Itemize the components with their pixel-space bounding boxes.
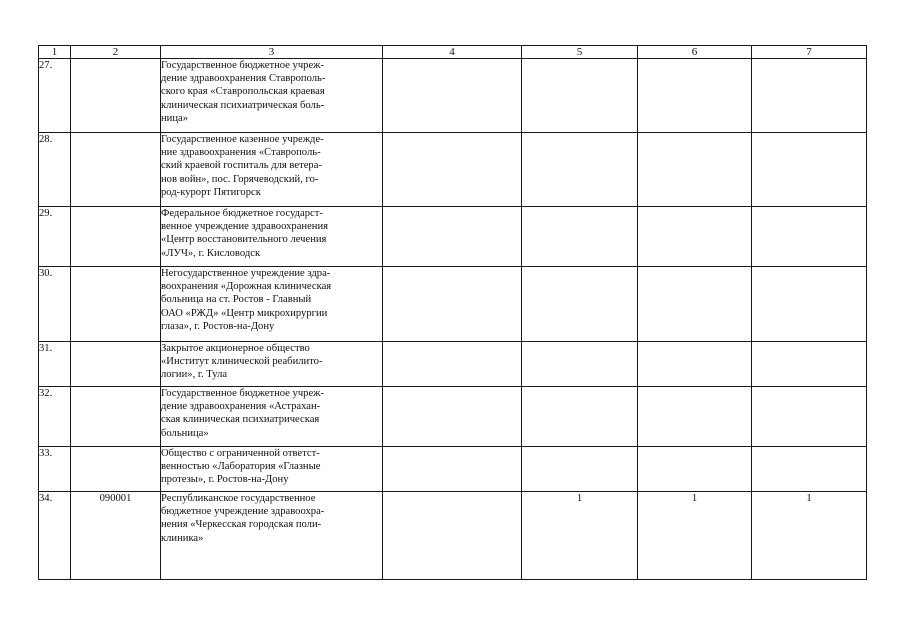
organization-name: Федеральное бюджетное государст- венное учреждение здравоохранения «Центр восстановительного лечения «ЛУЧ», г. Кисловодск bbox=[161, 208, 329, 259]
organization-name: Закрытое акционерное общество «Институт клинической реабилито- логии», г. Тула bbox=[161, 343, 323, 381]
header-cell-4: 4 bbox=[383, 46, 522, 59]
col6-value bbox=[638, 267, 752, 342]
organization-name-cell bbox=[161, 59, 383, 133]
col4-value bbox=[383, 59, 522, 133]
organization-name-cell bbox=[161, 342, 383, 387]
organization-name-cell bbox=[161, 207, 383, 267]
col5-value bbox=[522, 59, 638, 133]
col7-value bbox=[752, 387, 867, 447]
col7-value bbox=[752, 207, 867, 267]
row-number: 34. bbox=[39, 492, 71, 580]
col4-value bbox=[383, 342, 522, 387]
col5-value bbox=[522, 342, 638, 387]
table-row bbox=[39, 133, 867, 207]
header-cell-3: 3 bbox=[161, 46, 383, 59]
table-row bbox=[39, 267, 867, 342]
organization-name: Государственное бюджетное учреж- дение здравоохранения «Астрахан- ская клиническая психиатрическая больница» bbox=[161, 388, 325, 439]
col4-value bbox=[383, 207, 522, 267]
row-number: 32. bbox=[39, 387, 71, 447]
organization-name: Негосударственное учреждение здра- воохранения «Дорожная клиническая больница на ст. Ростов - Главный ОАО «РЖД» «Центр микрохирургии глаза», г. Ростов-на-Дону bbox=[161, 268, 332, 332]
col6-value bbox=[638, 133, 752, 207]
row-code bbox=[71, 133, 161, 207]
col7-value bbox=[752, 267, 867, 342]
row-number: 28. bbox=[39, 133, 71, 207]
col5-value: 1 bbox=[522, 492, 638, 580]
organization-name-cell bbox=[161, 133, 383, 207]
row-code bbox=[71, 342, 161, 387]
header-cell-1: 1 bbox=[39, 46, 71, 59]
row-number: 33. bbox=[39, 447, 71, 492]
col6-value bbox=[638, 59, 752, 133]
col4-value bbox=[383, 492, 522, 580]
col4-value bbox=[383, 267, 522, 342]
organization-name: Республиканское государственное бюджетное учреждение здравоохра- нения «Черкесская городская поли- клиника» bbox=[161, 493, 325, 544]
header-cell-6: 6 bbox=[638, 46, 752, 59]
header-cell-5: 5 bbox=[522, 46, 638, 59]
table-row bbox=[39, 387, 867, 447]
organization-name: Общество с ограниченной ответст- венностью «Лаборатория «Глазные протезы», г. Ростов-на-Дону bbox=[161, 448, 321, 486]
col5-value bbox=[522, 387, 638, 447]
row-code bbox=[71, 267, 161, 342]
col6-value: 1 bbox=[638, 492, 752, 580]
row-code: 090001 bbox=[71, 492, 161, 580]
header-row bbox=[39, 46, 867, 59]
organization-name-cell bbox=[161, 492, 383, 580]
col7-value: 1 bbox=[752, 492, 867, 580]
col7-value bbox=[752, 133, 867, 207]
organization-name-cell bbox=[161, 267, 383, 342]
col6-value bbox=[638, 447, 752, 492]
organization-name: Государственное бюджетное учреж- дение здравоохранения Ставрополь- ского края «Ставропольская краевая клиническая психиатрическая боль- ница» bbox=[161, 60, 326, 124]
col6-value bbox=[638, 342, 752, 387]
col4-value bbox=[383, 387, 522, 447]
col7-value bbox=[752, 59, 867, 133]
col5-value bbox=[522, 267, 638, 342]
table-row bbox=[39, 342, 867, 387]
col7-value bbox=[752, 447, 867, 492]
data-table bbox=[38, 45, 867, 580]
header-cell-2: 2 bbox=[71, 46, 161, 59]
organization-name-cell bbox=[161, 447, 383, 492]
col5-value bbox=[522, 207, 638, 267]
table-row bbox=[39, 447, 867, 492]
row-number: 29. bbox=[39, 207, 71, 267]
col6-value bbox=[638, 207, 752, 267]
row-code bbox=[71, 447, 161, 492]
col6-value bbox=[638, 387, 752, 447]
row-number: 31. bbox=[39, 342, 71, 387]
organization-name: Государственное казенное учрежде- ние здравоохранения «Ставрополь- ский краевой госпиталь для ветера- нов войн», пос. Горячеводский, го- род-курорт Пятигорск bbox=[161, 134, 324, 198]
row-code bbox=[71, 387, 161, 447]
row-number: 27. bbox=[39, 59, 71, 133]
row-number: 30. bbox=[39, 267, 71, 342]
table-row bbox=[39, 492, 867, 580]
col4-value bbox=[383, 447, 522, 492]
col5-value bbox=[522, 133, 638, 207]
col5-value bbox=[522, 447, 638, 492]
row-code bbox=[71, 207, 161, 267]
header-cell-7: 7 bbox=[752, 46, 867, 59]
col7-value bbox=[752, 342, 867, 387]
col4-value bbox=[383, 133, 522, 207]
row-code bbox=[71, 59, 161, 133]
table-row bbox=[39, 207, 867, 267]
organization-name-cell bbox=[161, 387, 383, 447]
table-row bbox=[39, 59, 867, 133]
